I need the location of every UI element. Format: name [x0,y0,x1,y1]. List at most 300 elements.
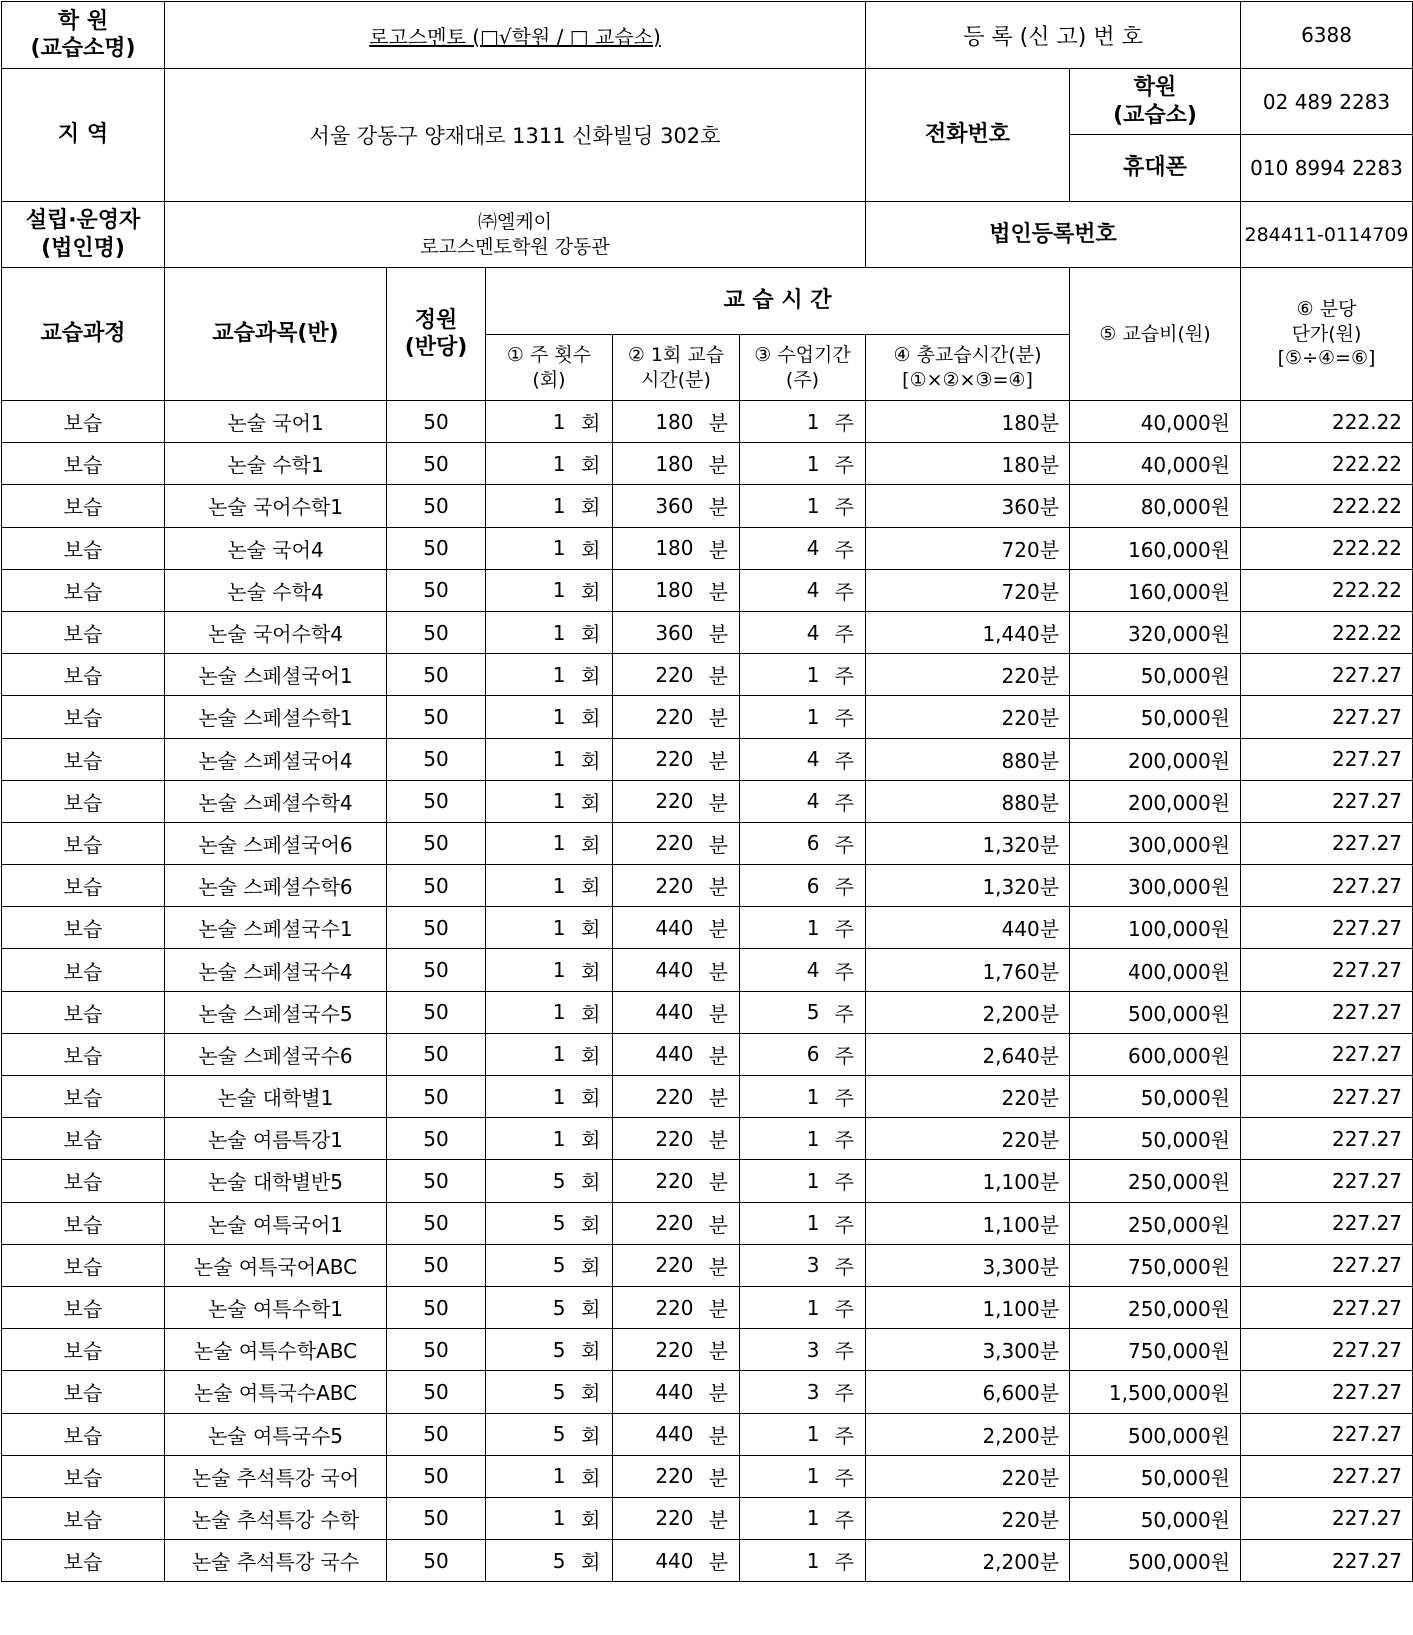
cell-capacity: 50 [387,696,486,738]
cell-subject: 논술 스페셜수학4 [165,780,387,822]
cell-capacity: 50 [387,1202,486,1244]
unit-times: 회 [570,738,613,780]
unit-weeks: 주 [824,949,866,991]
cell-fee: 50,000원 [1070,1076,1241,1118]
cell-total: 880분 [866,738,1070,780]
cell-per-week: 1 [486,1033,570,1075]
cell-total: 2,640분 [866,1033,1070,1075]
unit-minutes: 분 [698,907,740,949]
cell-fee: 1,500,000원 [1070,1371,1241,1413]
table-row [2,949,1413,991]
unit-weeks: 주 [824,527,866,569]
table-row [2,822,1413,864]
table-row [2,865,1413,907]
cell-capacity: 50 [387,1371,486,1413]
unit-minutes: 분 [698,1160,740,1202]
cell-total: 220분 [866,1118,1070,1160]
mobile-label: 휴대폰 [1070,135,1241,202]
table-row [2,527,1413,569]
unit-minutes: 분 [698,865,740,907]
table-row [2,1497,1413,1539]
cell-total: 220분 [866,1455,1070,1497]
cell-capacity: 50 [387,738,486,780]
founder-name: ㈜엘케이 로고스멘토학원 강동관 [165,202,866,268]
cell-capacity: 50 [387,1329,486,1371]
cell-per-week: 5 [486,1202,570,1244]
cell-subject: 논술 여특국수5 [165,1413,387,1455]
unit-minutes: 분 [698,569,740,611]
cell-minutes: 220 [613,1118,698,1160]
cell-unit-price: 227.27 [1241,1329,1413,1371]
fee-table [1,1,1413,1582]
table-row [2,1455,1413,1497]
cell-course: 보습 [2,1286,165,1328]
cell-course: 보습 [2,485,165,527]
cell-period: 6 [740,1033,824,1075]
unit-times: 회 [570,1413,613,1455]
cell-per-week: 1 [486,907,570,949]
cell-course: 보습 [2,1455,165,1497]
cell-unit-price: 227.27 [1241,1497,1413,1539]
col-fee: ⑤ 교습비(원) [1070,268,1241,401]
cell-period: 5 [740,991,824,1033]
cell-subject: 논술 대학별반5 [165,1160,387,1202]
cell-minutes: 220 [613,1329,698,1371]
unit-minutes: 분 [698,738,740,780]
table-row [2,907,1413,949]
cell-capacity: 50 [387,907,486,949]
cell-subject: 논술 여특국어1 [165,1202,387,1244]
cell-total: 360분 [866,485,1070,527]
cell-unit-price: 227.27 [1241,1160,1413,1202]
cell-capacity: 50 [387,1540,486,1582]
cell-subject: 논술 여특수학ABC [165,1329,387,1371]
cell-course: 보습 [2,527,165,569]
cell-fee: 50,000원 [1070,1497,1241,1539]
col-unit-price: ⑥ 분당 단가(원) [⑤÷④=⑥] [1241,268,1413,401]
cell-fee: 750,000원 [1070,1244,1241,1286]
cell-per-week: 1 [486,696,570,738]
unit-times: 회 [570,654,613,696]
unit-times: 회 [570,991,613,1033]
cell-subject: 논술 스페셜국수1 [165,907,387,949]
cell-period: 1 [740,1413,824,1455]
cell-per-week: 1 [486,654,570,696]
cell-period: 4 [740,569,824,611]
unit-minutes: 분 [698,696,740,738]
cell-per-week: 5 [486,1540,570,1582]
cell-per-week: 1 [486,485,570,527]
cell-course: 보습 [2,1244,165,1286]
cell-unit-price: 227.27 [1241,1413,1413,1455]
cell-fee: 50,000원 [1070,1118,1241,1160]
unit-weeks: 주 [824,696,866,738]
cell-per-week: 1 [486,1497,570,1539]
reg-number: 6388 [1241,2,1413,69]
cell-course: 보습 [2,1076,165,1118]
cell-minutes: 360 [613,611,698,653]
cell-period: 1 [740,1540,824,1582]
table-body [2,401,1413,1582]
cell-capacity: 50 [387,401,486,443]
cell-fee: 50,000원 [1070,1455,1241,1497]
cell-unit-price: 222.22 [1241,485,1413,527]
unit-minutes: 분 [698,527,740,569]
table-row [2,1329,1413,1371]
unit-times: 회 [570,1329,613,1371]
unit-minutes: 분 [698,1371,740,1413]
cell-total: 3,300분 [866,1244,1070,1286]
cell-total: 2,200분 [866,991,1070,1033]
cell-course: 보습 [2,780,165,822]
founder-label: 설립·운영자 (법인명) [2,202,165,268]
unit-weeks: 주 [824,443,866,485]
unit-minutes: 분 [698,1286,740,1328]
cell-total: 1,320분 [866,865,1070,907]
cell-per-week: 1 [486,865,570,907]
cell-course: 보습 [2,1329,165,1371]
cell-unit-price: 227.27 [1241,1455,1413,1497]
cell-minutes: 220 [613,822,698,864]
table-row [2,611,1413,653]
cell-capacity: 50 [387,1118,486,1160]
cell-per-week: 1 [486,738,570,780]
unit-weeks: 주 [824,991,866,1033]
cell-unit-price: 222.22 [1241,401,1413,443]
cell-capacity: 50 [387,485,486,527]
cell-fee: 200,000원 [1070,738,1241,780]
cell-course: 보습 [2,696,165,738]
unit-times: 회 [570,907,613,949]
cell-fee: 40,000원 [1070,401,1241,443]
unit-weeks: 주 [824,1497,866,1539]
cell-total: 1,100분 [866,1286,1070,1328]
cell-per-week: 1 [486,569,570,611]
cell-subject: 논술 국어수학1 [165,485,387,527]
table-row [2,991,1413,1033]
cell-course: 보습 [2,1202,165,1244]
cell-per-week: 5 [486,1244,570,1286]
cell-period: 1 [740,1455,824,1497]
cell-capacity: 50 [387,780,486,822]
cell-total: 220분 [866,1076,1070,1118]
cell-period: 4 [740,738,824,780]
cell-unit-price: 227.27 [1241,654,1413,696]
cell-fee: 250,000원 [1070,1202,1241,1244]
unit-weeks: 주 [824,1160,866,1202]
unit-times: 회 [570,569,613,611]
cell-minutes: 220 [613,1160,698,1202]
unit-weeks: 주 [824,1371,866,1413]
cell-total: 440분 [866,907,1070,949]
cell-period: 1 [740,443,824,485]
cell-fee: 200,000원 [1070,780,1241,822]
cell-fee: 160,000원 [1070,527,1241,569]
cell-unit-price: 227.27 [1241,1286,1413,1328]
table-row [2,654,1413,696]
cell-total: 3,300분 [866,1329,1070,1371]
unit-weeks: 주 [824,485,866,527]
unit-minutes: 분 [698,1455,740,1497]
academy-phone: 02 489 2283 [1241,69,1413,135]
unit-weeks: 주 [824,865,866,907]
cell-minutes: 440 [613,1413,698,1455]
cell-capacity: 50 [387,611,486,653]
cell-fee: 750,000원 [1070,1329,1241,1371]
cell-minutes: 180 [613,401,698,443]
cell-fee: 300,000원 [1070,865,1241,907]
table-row [2,1540,1413,1582]
cell-course: 보습 [2,1497,165,1539]
cell-minutes: 360 [613,485,698,527]
cell-per-week: 1 [486,949,570,991]
cell-unit-price: 227.27 [1241,1540,1413,1582]
cell-course: 보습 [2,907,165,949]
address: 서울 강동구 양재대로 1311 신화빌딩 302호 [165,69,866,202]
cell-fee: 50,000원 [1070,696,1241,738]
cell-subject: 논술 스페셜수학6 [165,865,387,907]
academy-label: 학 원 (교습소명) [2,2,165,69]
unit-times: 회 [570,1118,613,1160]
table-row [2,443,1413,485]
cell-minutes: 440 [613,1033,698,1075]
cell-fee: 320,000원 [1070,611,1241,653]
cell-fee: 400,000원 [1070,949,1241,991]
table-row [2,696,1413,738]
col-time-group: 교 습 시 간 [486,268,1070,335]
unit-minutes: 분 [698,991,740,1033]
cell-per-week: 1 [486,443,570,485]
cell-capacity: 50 [387,865,486,907]
cell-course: 보습 [2,1118,165,1160]
unit-minutes: 분 [698,780,740,822]
col-course: 교습과정 [2,268,165,401]
cell-subject: 논술 추석특강 수학 [165,1497,387,1539]
unit-weeks: 주 [824,907,866,949]
cell-minutes: 220 [613,654,698,696]
cell-unit-price: 227.27 [1241,1244,1413,1286]
table-row [2,1118,1413,1160]
cell-capacity: 50 [387,1455,486,1497]
cell-minutes: 220 [613,780,698,822]
unit-times: 회 [570,1455,613,1497]
cell-fee: 160,000원 [1070,569,1241,611]
unit-minutes: 분 [698,822,740,864]
cell-per-week: 5 [486,1413,570,1455]
phone-label: 전화번호 [866,69,1070,202]
cell-course: 보습 [2,738,165,780]
unit-minutes: 분 [698,1329,740,1371]
unit-minutes: 분 [698,1497,740,1539]
unit-minutes: 분 [698,1118,740,1160]
cell-period: 1 [740,1160,824,1202]
cell-unit-price: 227.27 [1241,1202,1413,1244]
unit-times: 회 [570,1540,613,1582]
cell-subject: 논술 여름특강1 [165,1118,387,1160]
unit-weeks: 주 [824,1076,866,1118]
cell-capacity: 50 [387,569,486,611]
table-row [2,738,1413,780]
col-subject: 교습과목(반) [165,268,387,401]
cell-per-week: 5 [486,1286,570,1328]
unit-times: 회 [570,611,613,653]
cell-per-week: 5 [486,1160,570,1202]
cell-subject: 논술 스페셜국수5 [165,991,387,1033]
table-row [2,401,1413,443]
cell-unit-price: 227.27 [1241,696,1413,738]
cell-course: 보습 [2,611,165,653]
cell-fee: 250,000원 [1070,1160,1241,1202]
cell-capacity: 50 [387,527,486,569]
cell-unit-price: 227.27 [1241,1033,1413,1075]
col-per-session: ② 1회 교습 시간(분) [613,335,740,401]
cell-fee: 300,000원 [1070,822,1241,864]
unit-minutes: 분 [698,1244,740,1286]
unit-times: 회 [570,1371,613,1413]
cell-total: 220분 [866,654,1070,696]
table-row [2,485,1413,527]
cell-course: 보습 [2,949,165,991]
cell-course: 보습 [2,401,165,443]
cell-capacity: 50 [387,1076,486,1118]
cell-unit-price: 222.22 [1241,527,1413,569]
cell-subject: 논술 수학1 [165,443,387,485]
cell-unit-price: 227.27 [1241,780,1413,822]
cell-per-week: 1 [486,1076,570,1118]
unit-times: 회 [570,865,613,907]
cell-total: 1,320분 [866,822,1070,864]
cell-fee: 40,000원 [1070,443,1241,485]
cell-capacity: 50 [387,1286,486,1328]
cell-unit-price: 227.27 [1241,822,1413,864]
cell-subject: 논술 추석특강 국어 [165,1455,387,1497]
cell-minutes: 440 [613,949,698,991]
cell-period: 1 [740,401,824,443]
cell-minutes: 220 [613,1455,698,1497]
cell-total: 1,100분 [866,1202,1070,1244]
unit-times: 회 [570,780,613,822]
cell-total: 720분 [866,527,1070,569]
cell-per-week: 5 [486,1329,570,1371]
cell-unit-price: 227.27 [1241,738,1413,780]
unit-minutes: 분 [698,443,740,485]
cell-subject: 논술 국어1 [165,401,387,443]
unit-times: 회 [570,1202,613,1244]
cell-capacity: 50 [387,1244,486,1286]
unit-minutes: 분 [698,485,740,527]
academy-name: 로고스멘토 (□√학원 / □ 교습소) [165,2,866,69]
unit-weeks: 주 [824,1118,866,1160]
unit-times: 회 [570,949,613,991]
cell-capacity: 50 [387,1413,486,1455]
table-row [2,1160,1413,1202]
unit-minutes: 분 [698,1540,740,1582]
unit-weeks: 주 [824,654,866,696]
col-capacity: 정원 (반당) [387,268,486,401]
unit-weeks: 주 [824,1286,866,1328]
cell-total: 220분 [866,696,1070,738]
cell-minutes: 180 [613,527,698,569]
cell-minutes: 220 [613,865,698,907]
cell-per-week: 1 [486,527,570,569]
unit-weeks: 주 [824,1329,866,1371]
cell-unit-price: 227.27 [1241,949,1413,991]
cell-minutes: 440 [613,1371,698,1413]
unit-minutes: 분 [698,1033,740,1075]
cell-fee: 50,000원 [1070,654,1241,696]
cell-total: 1,100분 [866,1160,1070,1202]
table-row [2,1413,1413,1455]
cell-total: 1,440분 [866,611,1070,653]
unit-weeks: 주 [824,611,866,653]
cell-capacity: 50 [387,654,486,696]
unit-weeks: 주 [824,1455,866,1497]
cell-minutes: 220 [613,1286,698,1328]
unit-times: 회 [570,1286,613,1328]
cell-unit-price: 227.27 [1241,1371,1413,1413]
cell-per-week: 5 [486,1371,570,1413]
unit-minutes: 분 [698,1202,740,1244]
cell-per-week: 1 [486,611,570,653]
unit-weeks: 주 [824,1202,866,1244]
unit-times: 회 [570,1244,613,1286]
cell-course: 보습 [2,654,165,696]
cell-unit-price: 222.22 [1241,611,1413,653]
cell-period: 6 [740,865,824,907]
unit-weeks: 주 [824,1540,866,1582]
cell-period: 4 [740,949,824,991]
table-row [2,780,1413,822]
table-row [2,1244,1413,1286]
cell-capacity: 50 [387,1160,486,1202]
cell-capacity: 50 [387,1033,486,1075]
cell-course: 보습 [2,443,165,485]
cell-minutes: 220 [613,1076,698,1118]
cell-minutes: 440 [613,991,698,1033]
cell-course: 보습 [2,865,165,907]
table-row [2,569,1413,611]
cell-unit-price: 222.22 [1241,443,1413,485]
unit-minutes: 분 [698,654,740,696]
unit-times: 회 [570,1076,613,1118]
cell-course: 보습 [2,569,165,611]
cell-period: 1 [740,696,824,738]
table-row [2,1371,1413,1413]
unit-weeks: 주 [824,822,866,864]
cell-subject: 논술 수학4 [165,569,387,611]
col-period: ③ 수업기간 (주) [740,335,866,401]
unit-weeks: 주 [824,1244,866,1286]
unit-times: 회 [570,1497,613,1539]
cell-subject: 논술 스페셜국어4 [165,738,387,780]
cell-period: 1 [740,485,824,527]
unit-minutes: 분 [698,1413,740,1455]
unit-minutes: 분 [698,401,740,443]
cell-minutes: 180 [613,569,698,611]
cell-total: 880분 [866,780,1070,822]
cell-period: 1 [740,907,824,949]
unit-times: 회 [570,485,613,527]
cell-subject: 논술 국어4 [165,527,387,569]
cell-period: 1 [740,1076,824,1118]
cell-fee: 500,000원 [1070,991,1241,1033]
cell-course: 보습 [2,1371,165,1413]
cell-unit-price: 227.27 [1241,1076,1413,1118]
academy-phone-label: 학원 (교습소) [1070,69,1241,135]
cell-period: 1 [740,1118,824,1160]
cell-subject: 논술 스페셜국어6 [165,822,387,864]
cell-minutes: 440 [613,1540,698,1582]
